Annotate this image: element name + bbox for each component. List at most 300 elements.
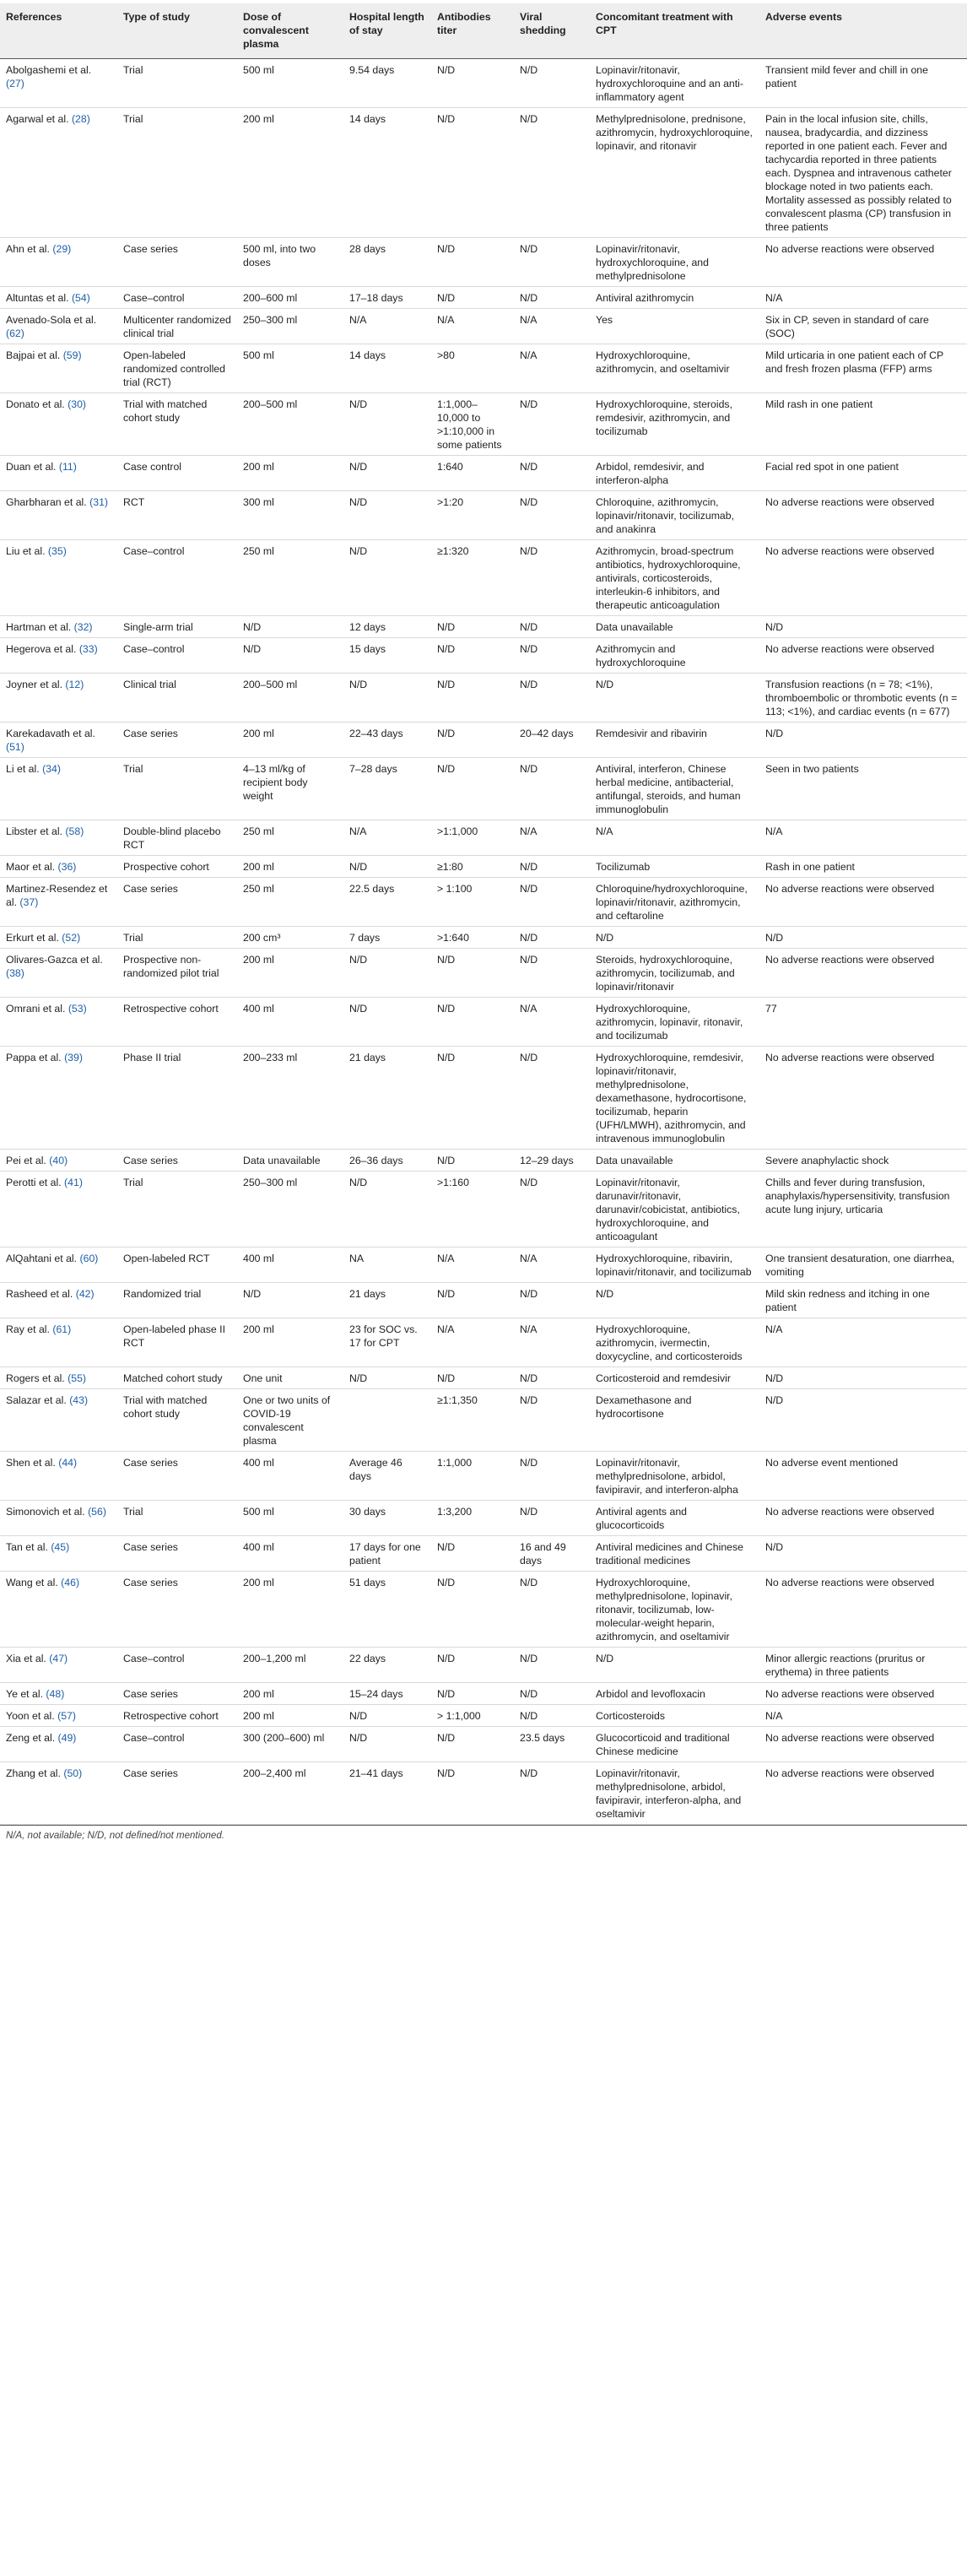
cell-viral-shedding: N/D — [514, 1367, 590, 1389]
citation-link[interactable]: (47) — [49, 1653, 68, 1664]
cell-study-type: Prospective non-randomized pilot trial — [117, 949, 237, 998]
citation-link[interactable]: (37) — [19, 896, 39, 908]
reference-author: Agarwal et al. — [6, 113, 69, 125]
cell-concomitant-treatment: Hydroxychloroquine, remdesivir, lopinavir/ritonavir, methylprednisolone, dexamethasone, hydrocortisone, tocilizumab, heparin (UFH/LMWH), azithromycin, and intravenous immunoglobulin — [590, 1047, 759, 1150]
cell-dose: N/D — [237, 638, 343, 674]
cell-reference — [0, 1762, 117, 1825]
cell-dose: 200 ml — [237, 456, 343, 491]
header-concomitant-treatment: Concomitant treatment with CPT — [590, 3, 759, 59]
table-row — [0, 949, 967, 998]
citation-link[interactable]: (45) — [51, 1541, 70, 1553]
citation-link[interactable]: (58) — [65, 825, 84, 837]
cell-concomitant-treatment: Chloroquine/hydroxychloroquine, lopinavir/ritonavir, azithromycin, and ceftaroline — [590, 878, 759, 927]
cell-adverse-events: No adverse reactions were observed — [759, 1501, 967, 1536]
cell-reference — [0, 722, 117, 758]
cell-antibodies-titer: >1:20 — [431, 491, 514, 540]
cell-hospital-stay: N/D — [343, 1727, 431, 1762]
cell-study-type: Trial — [117, 59, 237, 108]
citation-link[interactable]: (61) — [52, 1323, 72, 1335]
cell-viral-shedding: N/D — [514, 287, 590, 309]
citation-link[interactable]: (34) — [42, 763, 61, 775]
cell-study-type: Double-blind placebo RCT — [117, 820, 237, 856]
citation-link[interactable]: (12) — [65, 679, 84, 690]
cell-study-type: Trial — [117, 1172, 237, 1247]
cell-study-type: Case–control — [117, 1648, 237, 1683]
cell-hospital-stay: 22 days — [343, 1648, 431, 1683]
cell-adverse-events: No adverse reactions were observed — [759, 491, 967, 540]
cell-viral-shedding: N/D — [514, 540, 590, 616]
cell-dose: 200–500 ml — [237, 674, 343, 722]
cell-dose: 250 ml — [237, 540, 343, 616]
cell-study-type: Case series — [117, 1683, 237, 1705]
cell-concomitant-treatment: N/D — [590, 674, 759, 722]
cell-antibodies-titer: > 1:1,000 — [431, 1705, 514, 1727]
cell-viral-shedding: N/D — [514, 638, 590, 674]
cell-reference — [0, 344, 117, 393]
citation-link[interactable]: (30) — [68, 398, 87, 410]
cell-hospital-stay: 22–43 days — [343, 722, 431, 758]
citation-link[interactable]: (35) — [47, 545, 67, 557]
cell-concomitant-treatment: Azithromycin and hydroxychloroquine — [590, 638, 759, 674]
cell-study-type: Randomized trial — [117, 1283, 237, 1318]
cell-study-type: Trial with matched cohort study — [117, 1389, 237, 1452]
cell-viral-shedding: N/A — [514, 1247, 590, 1283]
table-row — [0, 1572, 967, 1648]
cell-adverse-events: N/D — [759, 722, 967, 758]
table-row — [0, 540, 967, 616]
cell-dose: N/D — [237, 1283, 343, 1318]
cell-reference — [0, 1172, 117, 1247]
cell-antibodies-titer: N/D — [431, 722, 514, 758]
cell-reference — [0, 1501, 117, 1536]
cell-reference — [0, 1047, 117, 1150]
citation-link[interactable]: (38) — [6, 967, 24, 979]
cell-concomitant-treatment: Yes — [590, 309, 759, 344]
cell-hospital-stay: 26–36 days — [343, 1150, 431, 1172]
cell-antibodies-titer: N/D — [431, 1367, 514, 1389]
cell-antibodies-titer: N/D — [431, 949, 514, 998]
cell-dose: 200 ml — [237, 1318, 343, 1367]
reference-author: Zhang et al. — [6, 1767, 61, 1779]
citation-link[interactable]: (32) — [73, 621, 93, 633]
cell-study-type: Single-arm trial — [117, 616, 237, 638]
cell-antibodies-titer: N/D — [431, 1536, 514, 1572]
table-row — [0, 1172, 967, 1247]
header-references: References — [0, 3, 117, 59]
reference-author: Salazar et al. — [6, 1394, 67, 1406]
citation-link[interactable]: (62) — [6, 327, 24, 339]
citation-link[interactable]: (27) — [6, 78, 24, 89]
table-row — [0, 856, 967, 878]
cell-viral-shedding: N/D — [514, 1572, 590, 1648]
cell-dose: 300 ml — [237, 491, 343, 540]
cell-study-type: Trial — [117, 108, 237, 238]
cell-viral-shedding: N/D — [514, 856, 590, 878]
cell-study-type: Case series — [117, 238, 237, 287]
cell-dose: Data unavailable — [237, 1150, 343, 1172]
cell-adverse-events: Mild skin redness and itching in one patient — [759, 1283, 967, 1318]
table-row — [0, 1501, 967, 1536]
cell-reference — [0, 393, 117, 456]
citation-link[interactable]: (57) — [57, 1710, 76, 1722]
cell-dose: 200–2,400 ml — [237, 1762, 343, 1825]
reference-author: Pei et al. — [6, 1155, 46, 1166]
cell-concomitant-treatment: Corticosteroids — [590, 1705, 759, 1727]
citation-link[interactable]: (50) — [63, 1767, 83, 1779]
citation-link[interactable]: (55) — [68, 1372, 87, 1384]
citation-link[interactable]: (60) — [79, 1253, 99, 1264]
cell-antibodies-titer: N/D — [431, 1762, 514, 1825]
cell-concomitant-treatment: Arbidol and levofloxacin — [590, 1683, 759, 1705]
citation-link[interactable]: (49) — [57, 1732, 77, 1744]
cell-reference — [0, 1683, 117, 1705]
table-row — [0, 638, 967, 674]
cell-antibodies-titer: N/D — [431, 1150, 514, 1172]
cell-hospital-stay: 30 days — [343, 1501, 431, 1536]
cell-adverse-events: No adverse reactions were observed — [759, 638, 967, 674]
cell-adverse-events: One transient desaturation, one diarrhea, vomiting — [759, 1247, 967, 1283]
cell-antibodies-titer: 1:1,000–10,000 to >1:10,000 in some patients — [431, 393, 514, 456]
cell-viral-shedding: N/A — [514, 1318, 590, 1367]
cell-reference — [0, 1318, 117, 1367]
cell-reference — [0, 1367, 117, 1389]
cell-study-type: Multicenter randomized clinical trial — [117, 309, 237, 344]
cell-reference — [0, 998, 117, 1047]
cell-hospital-stay: Average 46 days — [343, 1452, 431, 1501]
cell-dose: 200–233 ml — [237, 1047, 343, 1150]
cell-study-type: Trial — [117, 927, 237, 949]
cell-study-type: Prospective cohort — [117, 856, 237, 878]
citation-link[interactable]: (39) — [64, 1052, 83, 1063]
cell-concomitant-treatment: Antiviral agents and glucocorticoids — [590, 1501, 759, 1536]
cell-reference — [0, 856, 117, 878]
reference-author: Yoon et al. — [6, 1710, 55, 1722]
cell-dose: 200–600 ml — [237, 287, 343, 309]
cell-reference — [0, 1572, 117, 1648]
cell-dose: 200 ml — [237, 1683, 343, 1705]
cell-antibodies-titer: N/D — [431, 1572, 514, 1648]
cell-adverse-events: Rash in one patient — [759, 856, 967, 878]
cell-dose: 400 ml — [237, 1536, 343, 1572]
table-row — [0, 758, 967, 820]
cell-reference — [0, 820, 117, 856]
cell-hospital-stay: 12 days — [343, 616, 431, 638]
cell-viral-shedding: N/A — [514, 998, 590, 1047]
cell-hospital-stay: N/D — [343, 998, 431, 1047]
cell-reference — [0, 287, 117, 309]
cell-adverse-events: N/D — [759, 927, 967, 949]
cell-adverse-events: Pain in the local infusion site, chills, nausea, bradycardia, and dizziness reported in one patient each. Fever and tachycardia reported in three patients each. Dyspnea and intravenous catheter blockage noted in two patients each. Mortality assessed as possibly related to convalescent plasma (CP) transfusion in three patients — [759, 108, 967, 238]
cell-hospital-stay: N/D — [343, 674, 431, 722]
cell-hospital-stay: NA — [343, 1247, 431, 1283]
cell-reference — [0, 108, 117, 238]
cell-adverse-events: No adverse event mentioned — [759, 1452, 967, 1501]
cell-reference — [0, 491, 117, 540]
cell-dose: 200 ml — [237, 856, 343, 878]
cell-viral-shedding: N/D — [514, 1705, 590, 1727]
cell-dose: 200 ml — [237, 722, 343, 758]
cell-antibodies-titer: 1:3,200 — [431, 1501, 514, 1536]
cell-hospital-stay: 17 days for one patient — [343, 1536, 431, 1572]
cell-adverse-events: N/D — [759, 1389, 967, 1452]
citation-link[interactable]: (43) — [69, 1394, 89, 1406]
cell-study-type: Case–control — [117, 540, 237, 616]
cell-concomitant-treatment: Data unavailable — [590, 1150, 759, 1172]
cell-concomitant-treatment: Remdesivir and ribavirin — [590, 722, 759, 758]
cell-dose: 500 ml, into two doses — [237, 238, 343, 287]
cell-study-type: Case–control — [117, 1727, 237, 1762]
table-row — [0, 59, 967, 108]
cell-concomitant-treatment: N/D — [590, 1648, 759, 1683]
table-row — [0, 674, 967, 722]
cell-dose: 500 ml — [237, 59, 343, 108]
cell-study-type: Matched cohort study — [117, 1367, 237, 1389]
cell-concomitant-treatment: Arbidol, remdesivir, and interferon-alpha — [590, 456, 759, 491]
cell-dose: 400 ml — [237, 1452, 343, 1501]
cell-antibodies-titer: > 1:100 — [431, 878, 514, 927]
table-row — [0, 1648, 967, 1683]
cell-adverse-events: Mild urticaria in one patient each of CP and fresh frozen plasma (FFP) arms — [759, 344, 967, 393]
cell-hospital-stay: 51 days — [343, 1572, 431, 1648]
citation-link[interactable]: (52) — [62, 932, 81, 944]
cell-hospital-stay: 7 days — [343, 927, 431, 949]
cell-reference — [0, 59, 117, 108]
cell-antibodies-titer: N/A — [431, 309, 514, 344]
cell-hospital-stay: N/D — [343, 456, 431, 491]
cell-study-type: RCT — [117, 491, 237, 540]
cell-adverse-events: Facial red spot in one patient — [759, 456, 967, 491]
citation-link[interactable]: (36) — [57, 861, 77, 873]
cell-dose: 200–1,200 ml — [237, 1648, 343, 1683]
header-antibodies-titer: Antibodies titer — [431, 3, 514, 59]
table-row — [0, 722, 967, 758]
table-row — [0, 1367, 967, 1389]
citation-link[interactable]: (48) — [46, 1688, 65, 1700]
cell-dose: 200–500 ml — [237, 393, 343, 456]
cell-hospital-stay: 7–28 days — [343, 758, 431, 820]
cell-adverse-events: N/D — [759, 1536, 967, 1572]
cell-antibodies-titer: N/D — [431, 998, 514, 1047]
cell-dose: 200 cm³ — [237, 927, 343, 949]
cell-viral-shedding: N/D — [514, 674, 590, 722]
reference-author: Ray et al. — [6, 1323, 50, 1335]
reference-author: AlQahtani et al. — [6, 1253, 78, 1264]
cell-viral-shedding: N/D — [514, 238, 590, 287]
cell-antibodies-titer: N/D — [431, 616, 514, 638]
cell-antibodies-titer: N/D — [431, 59, 514, 108]
cell-reference — [0, 1283, 117, 1318]
table-row — [0, 1318, 967, 1367]
cell-dose: 4–13 ml/kg of recipient body weight — [237, 758, 343, 820]
cell-antibodies-titer: ≥1:1,350 — [431, 1389, 514, 1452]
citation-link[interactable]: (42) — [75, 1288, 95, 1300]
cell-reference — [0, 1705, 117, 1727]
cell-adverse-events: Mild rash in one patient — [759, 393, 967, 456]
cell-viral-shedding: 16 and 49 days — [514, 1536, 590, 1572]
cell-study-type: Case control — [117, 456, 237, 491]
cell-dose: 400 ml — [237, 1247, 343, 1283]
cell-viral-shedding: N/D — [514, 1389, 590, 1452]
reference-author: Bajpai et al. — [6, 349, 61, 361]
cell-concomitant-treatment: Azithromycin, broad-spectrum antibiotics, hydroxychloroquine, antivirals, corticosteroids, interleukin-6 inhibitors, and therapeutic anticoagulation — [590, 540, 759, 616]
reference-author: Olivares-Gazca et al. — [6, 954, 103, 966]
cell-adverse-events: N/A — [759, 287, 967, 309]
cell-antibodies-titer: N/A — [431, 1318, 514, 1367]
reference-author: Gharbharan et al. — [6, 496, 87, 508]
cell-viral-shedding: N/A — [514, 820, 590, 856]
cell-dose: 200 ml — [237, 1705, 343, 1727]
cell-antibodies-titer: N/D — [431, 674, 514, 722]
cell-viral-shedding: 12–29 days — [514, 1150, 590, 1172]
cell-hospital-stay: 23 for SOC vs. 17 for CPT — [343, 1318, 431, 1367]
reference-author: Simonovich et al. — [6, 1506, 85, 1518]
cell-adverse-events: No adverse reactions were observed — [759, 1683, 967, 1705]
reference-author: Martinez-Resendez et al. — [6, 883, 108, 908]
citation-link[interactable]: (59) — [62, 349, 82, 361]
reference-author: Libster et al. — [6, 825, 62, 837]
citation-link[interactable]: (29) — [52, 243, 72, 255]
citation-link[interactable]: (40) — [49, 1155, 68, 1166]
cell-hospital-stay: N/D — [343, 540, 431, 616]
cell-adverse-events: No adverse reactions were observed — [759, 1047, 967, 1150]
cell-reference — [0, 309, 117, 344]
cell-antibodies-titer: N/D — [431, 238, 514, 287]
table-row — [0, 616, 967, 638]
cell-viral-shedding: N/D — [514, 393, 590, 456]
cell-concomitant-treatment: Tocilizumab — [590, 856, 759, 878]
reference-author: Avenado-Sola et al. — [6, 314, 97, 326]
reference-author: Tan et al. — [6, 1541, 48, 1553]
cell-dose: 500 ml — [237, 1501, 343, 1536]
cell-dose: One unit — [237, 1367, 343, 1389]
cell-antibodies-titer: N/D — [431, 287, 514, 309]
cell-concomitant-treatment: Hydroxychloroquine, methylprednisolone, lopinavir, ritonavir, tocilizumab, low-molecular-weight heparin, azithromycin, and oseltamivir — [590, 1572, 759, 1648]
table-body — [0, 59, 967, 1825]
cell-antibodies-titer: N/D — [431, 638, 514, 674]
citation-link[interactable]: (46) — [61, 1577, 80, 1588]
cell-reference — [0, 674, 117, 722]
cell-concomitant-treatment: Methylprednisolone, prednisone, azithromycin, hydroxychloroquine, lopinavir, and ritonavir — [590, 108, 759, 238]
cell-hospital-stay: N/D — [343, 1705, 431, 1727]
cell-hospital-stay: 21 days — [343, 1047, 431, 1150]
cell-study-type: Case series — [117, 1452, 237, 1501]
reference-author: Altuntas et al. — [6, 292, 69, 304]
table-row — [0, 1452, 967, 1501]
cell-reference — [0, 456, 117, 491]
cell-hospital-stay: 15–24 days — [343, 1683, 431, 1705]
citation-link[interactable]: (28) — [71, 113, 90, 125]
cell-antibodies-titer: N/D — [431, 108, 514, 238]
cell-reference — [0, 1452, 117, 1501]
cell-antibodies-titer: >1:1,000 — [431, 820, 514, 856]
cell-adverse-events: N/A — [759, 1318, 967, 1367]
studies-table — [0, 3, 967, 1825]
cell-study-type: Open-labeled RCT — [117, 1247, 237, 1283]
cell-concomitant-treatment: Antiviral azithromycin — [590, 287, 759, 309]
cell-hospital-stay: 15 days — [343, 638, 431, 674]
header-dose: Dose of convalescent plasma — [237, 3, 343, 59]
citation-link[interactable]: (54) — [71, 292, 90, 304]
cell-dose: 400 ml — [237, 998, 343, 1047]
cell-dose: N/D — [237, 616, 343, 638]
cell-dose: 200 ml — [237, 949, 343, 998]
cell-concomitant-treatment: Hydroxychloroquine, steroids, remdesivir, azithromycin, and tocilizumab — [590, 393, 759, 456]
table-row — [0, 238, 967, 287]
citation-link[interactable]: (51) — [6, 741, 24, 753]
cell-viral-shedding: N/A — [514, 309, 590, 344]
citation-link[interactable]: (56) — [88, 1506, 106, 1518]
cell-viral-shedding: N/D — [514, 59, 590, 108]
table-row — [0, 1683, 967, 1705]
cell-adverse-events: N/A — [759, 1705, 967, 1727]
cell-concomitant-treatment: Antiviral medicines and Chinese traditional medicines — [590, 1536, 759, 1572]
cell-antibodies-titer: >1:160 — [431, 1172, 514, 1247]
citation-link[interactable]: (33) — [78, 643, 98, 655]
table-row — [0, 344, 967, 393]
cell-adverse-events: No adverse reactions were observed — [759, 878, 967, 927]
citation-link[interactable]: (31) — [89, 496, 109, 508]
cell-antibodies-titer: 1:640 — [431, 456, 514, 491]
cell-dose: 500 ml — [237, 344, 343, 393]
cell-concomitant-treatment: Lopinavir/ritonavir, hydroxychloroquine and an anti-inflammatory agent — [590, 59, 759, 108]
cell-antibodies-titer: N/D — [431, 1283, 514, 1318]
cell-hospital-stay: N/A — [343, 820, 431, 856]
cell-hospital-stay: 21 days — [343, 1283, 431, 1318]
cell-hospital-stay: N/D — [343, 393, 431, 456]
cell-study-type: Case–control — [117, 638, 237, 674]
cell-viral-shedding: N/D — [514, 108, 590, 238]
reference-author: Li et al. — [6, 763, 40, 775]
cell-hospital-stay: N/D — [343, 1367, 431, 1389]
reference-author: Shen et al. — [6, 1457, 56, 1469]
reference-author: Pappa et al. — [6, 1052, 62, 1063]
cell-study-type: Retrospective cohort — [117, 998, 237, 1047]
cell-antibodies-titer: 1:1,000 — [431, 1452, 514, 1501]
cell-dose: 250–300 ml — [237, 1172, 343, 1247]
cell-adverse-events: Six in CP, seven in standard of care (SOC) — [759, 309, 967, 344]
cell-adverse-events: N/D — [759, 616, 967, 638]
cell-viral-shedding: N/D — [514, 1047, 590, 1150]
cell-hospital-stay: 9.54 days — [343, 59, 431, 108]
cell-hospital-stay: 21–41 days — [343, 1762, 431, 1825]
cell-viral-shedding: N/D — [514, 1283, 590, 1318]
cell-antibodies-titer: N/D — [431, 1648, 514, 1683]
cell-study-type: Case series — [117, 878, 237, 927]
citation-link[interactable]: (53) — [68, 1003, 87, 1015]
reference-author: Xia et al. — [6, 1653, 46, 1664]
cell-concomitant-treatment: Steroids, hydroxychloroquine, azithromycin, tocilizumab, and lopinavir/ritonavir — [590, 949, 759, 998]
cell-dose: 250 ml — [237, 878, 343, 927]
cell-adverse-events: Transient mild fever and chill in one patient — [759, 59, 967, 108]
citation-link[interactable]: (11) — [58, 461, 77, 473]
cell-viral-shedding: 20–42 days — [514, 722, 590, 758]
cell-reference — [0, 1727, 117, 1762]
reference-author: Zeng et al. — [6, 1732, 56, 1744]
cell-concomitant-treatment: Antiviral, interferon, Chinese herbal medicine, antibacterial, antifungal, steroids, and human immunoglobulin — [590, 758, 759, 820]
cell-concomitant-treatment: Glucocorticoid and traditional Chinese medicine — [590, 1727, 759, 1762]
cell-study-type: Open-labeled phase II RCT — [117, 1318, 237, 1367]
cell-adverse-events: No adverse reactions were observed — [759, 238, 967, 287]
table-row — [0, 287, 967, 309]
cell-reference — [0, 1247, 117, 1283]
table-row — [0, 1283, 967, 1318]
citation-link[interactable]: (44) — [58, 1457, 78, 1469]
table-footnote: N/A, not available; N/D, not defined/not mentioned. — [0, 1825, 967, 1846]
cell-concomitant-treatment: Lopinavir/ritonavir, hydroxychloroquine, and methylprednisolone — [590, 238, 759, 287]
cell-viral-shedding: N/D — [514, 1501, 590, 1536]
citation-link[interactable]: (41) — [64, 1177, 83, 1188]
cell-reference — [0, 1389, 117, 1452]
